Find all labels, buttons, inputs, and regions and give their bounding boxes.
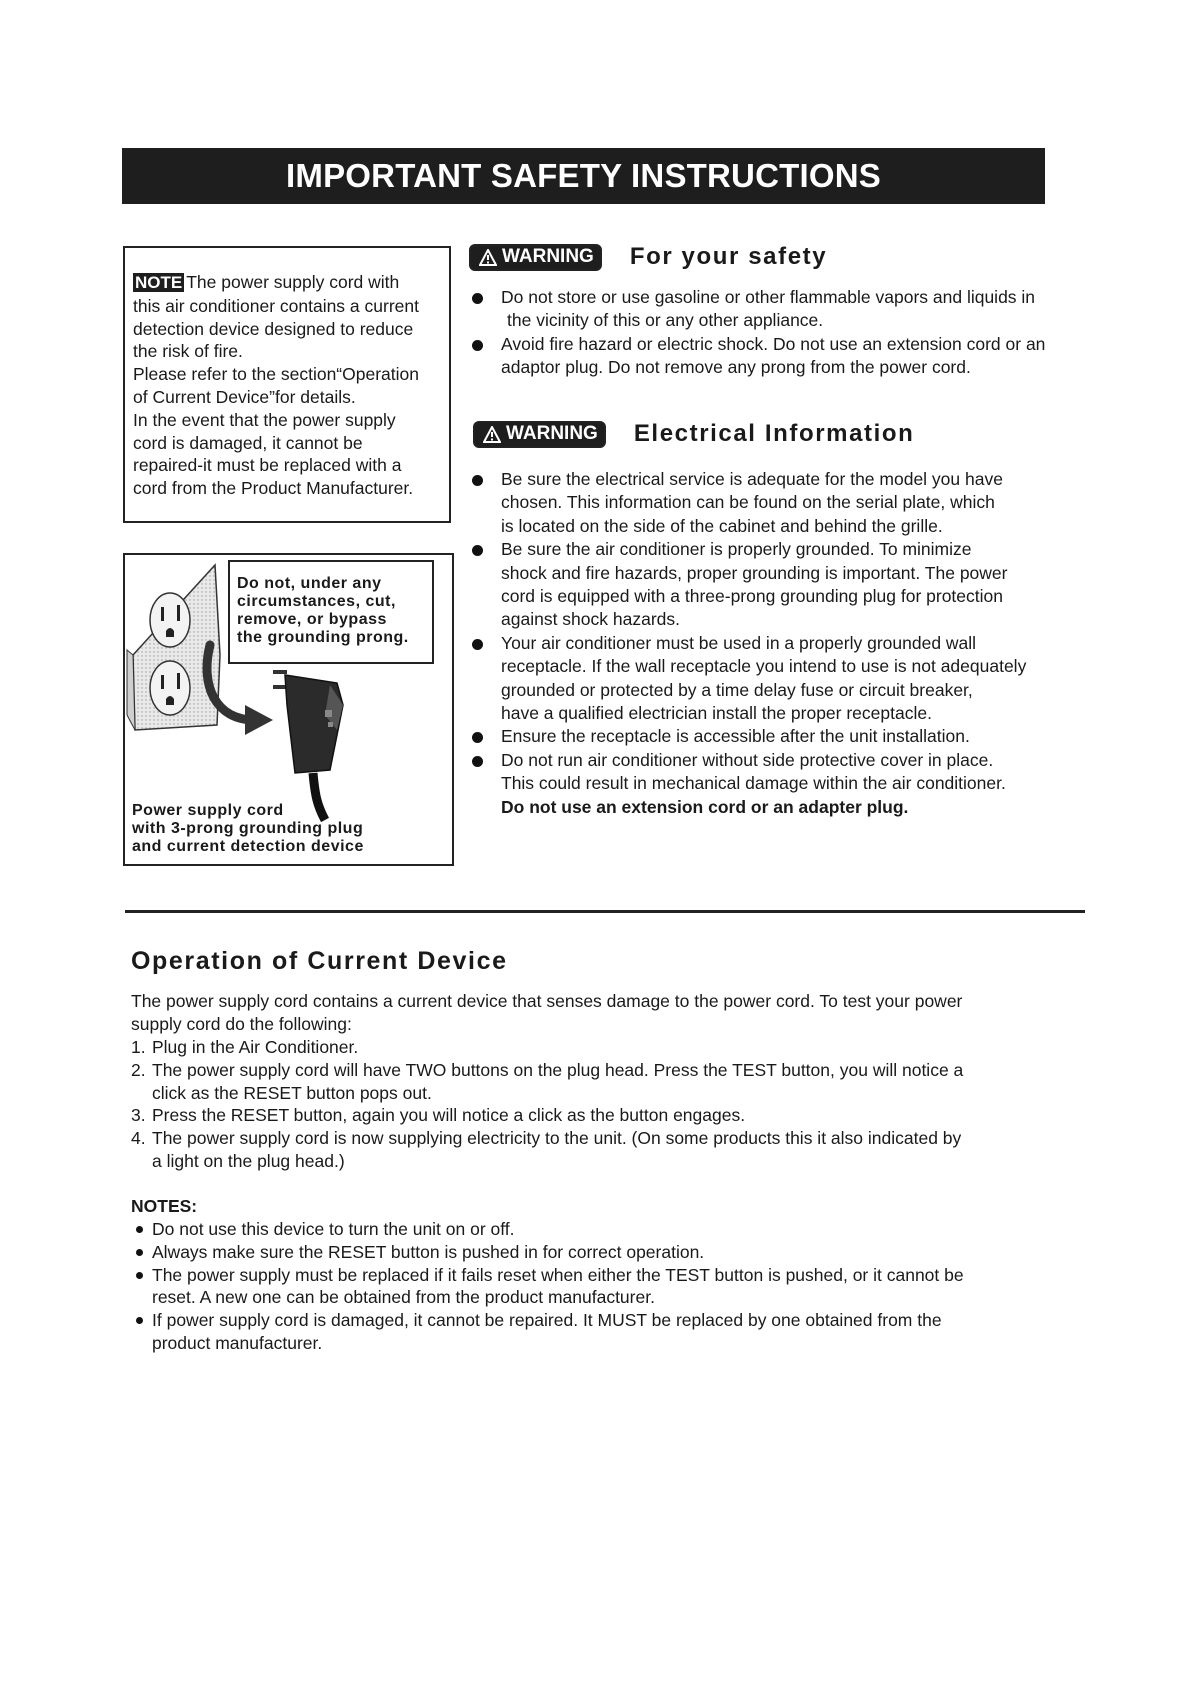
note-line: Please refer to the section“Operation [133, 364, 419, 385]
note-line: detection device designed to reduce [133, 318, 414, 339]
grounding-callout: Do not, under any circumstances, cut, remove, or bypass the grounding prong. [228, 560, 434, 664]
list-item: 3. Press the RESET button, again you will notice a click as the button engages. [131, 1105, 746, 1126]
list-item: Avoid fire hazard or electric shock. Do not use an extension cord or an adaptor plug. Do not remove any prong from the power cord. [470, 333, 1110, 380]
operation-title: Operation of Current Device [131, 947, 508, 975]
note-line: of Current Device”for details. [133, 386, 356, 407]
list-item: 4. The power supply cord is now supplying electricity to the unit. (On some products this it also indicated by a light on the plug head.) [131, 1128, 962, 1171]
list-item: Ensure the receptacle is accessible after the unit installation. [470, 725, 1110, 748]
list-item: Be sure the electrical service is adequate for the model you have chosen. This information can be found on the serial plate, which is located on the side of the cabinet and behind the grille. [470, 468, 1110, 538]
electrical-heading: Electrical Information [633, 420, 915, 447]
list-item: 1. Plug in the Air Conditioner. [131, 1037, 359, 1057]
note-box [123, 246, 451, 523]
list-item: Your air conditioner must be used in a properly grounded wall receptacle. If the wall receptacle you intend to use is not adequately grounded or protected by a time delay fuse or circuit breaker, have a qualified electrician install the proper receptacle. [470, 632, 1110, 726]
note-line: repaired-it must be replaced with a [133, 455, 402, 476]
plug-figure [123, 553, 454, 866]
electrical-header [473, 420, 914, 448]
warning-badge: WARNING [473, 421, 606, 448]
safety-heading: For your safety [629, 243, 828, 270]
list-item: Do not use this device to turn the unit on or off. [131, 1218, 1061, 1241]
list-item: The power supply must be replaced if it fails reset when either the TEST button is pushed, or it cannot be reset. A new one can be obtained from the product manufacturer. [131, 1264, 1061, 1310]
safety-header [469, 243, 827, 271]
list-item: Be sure the air conditioner is properly grounded. To minimize shock and fire hazards, proper grounding is important. The power cord is equipped with a three-prong grounding plug for protection against shock hazards. [470, 538, 1110, 632]
electrical-list [470, 468, 1110, 819]
operation-steps [131, 1036, 1061, 1173]
note-line: this air conditioner contains a current [133, 295, 419, 316]
list-item: Always make sure the RESET button is pushed in for correct operation. [131, 1241, 1061, 1264]
note-line: NOTE The power supply cord with [135, 272, 400, 292]
safety-list [470, 286, 1110, 380]
warning-triangle-icon [479, 249, 497, 266]
note-line: cord from the Product Manufacturer. [133, 478, 414, 499]
plug-caption: Power supply cord with 3-prong grounding plug and current detection device [132, 802, 364, 855]
page-title: IMPORTANT SAFETY INSTRUCTIONS [122, 148, 1045, 204]
note-badge: NOTE [135, 273, 183, 292]
list-item: Do not store or use gasoline or other flammable vapors and liquids in the vicinity of this or any other appliance. [470, 286, 1110, 333]
note-line: In the event that the power supply [133, 409, 396, 430]
list-item: Do not run air conditioner without side protective cover in place. This could result in mechanical damage within the air conditioner. Do not use an extension cord or an adapter plug. [470, 749, 1110, 819]
section-divider [125, 910, 1085, 913]
list-item: If power supply cord is damaged, it cannot be repaired. It MUST be replaced by one obtained from the product manufacturer. [131, 1309, 1061, 1355]
extension-cord-warning: Do not use an extension cord or an adapter plug. [501, 796, 909, 817]
operation-intro: The power supply cord contains a current device that senses damage to the power cord. To test your power supply cord do the following: [131, 991, 963, 1034]
notes-title: NOTES: [131, 1196, 198, 1216]
note-line: cord is damaged, it cannot be [133, 432, 363, 453]
warning-badge: WARNING [469, 244, 602, 271]
notes-list [131, 1218, 1061, 1355]
note-line: the risk of fire. [133, 341, 243, 362]
list-item: 2. The power supply cord will have TWO buttons on the plug head. Press the TEST button, you will notice a click as the RESET button pops out. [131, 1059, 964, 1103]
warning-triangle-icon [483, 426, 501, 443]
